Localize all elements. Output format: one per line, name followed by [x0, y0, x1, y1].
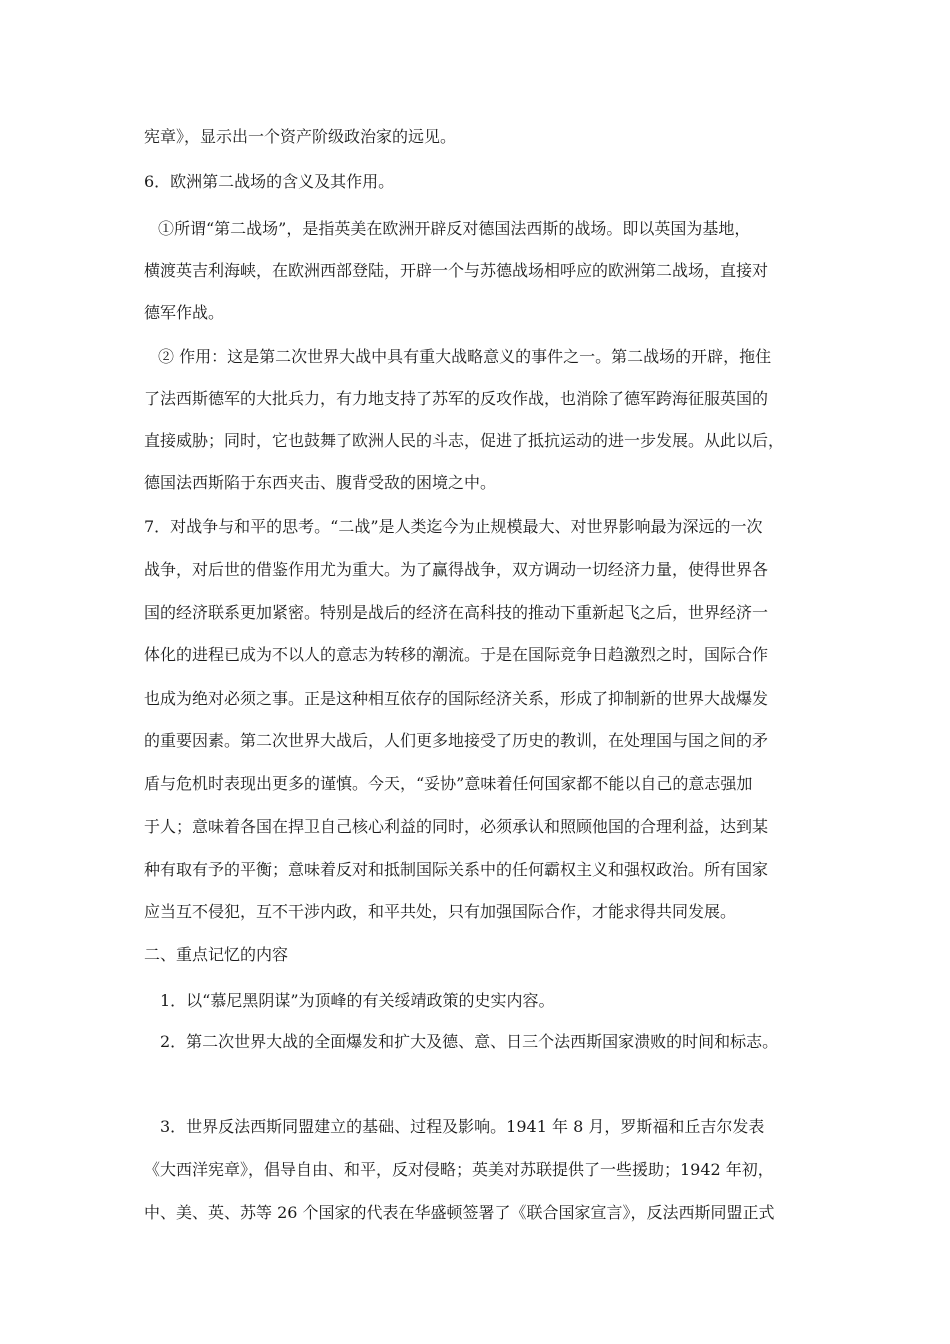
paragraph-line: 德军作战。	[144, 303, 225, 322]
section-heading-6: 6．欧洲第二战场的含义及其作用。	[144, 172, 395, 191]
paragraph-line: 德国法西斯陷于东西夹击、腹背受敌的困境之中。	[144, 473, 497, 492]
paragraph-line: 战争，对后世的借鉴作用尤为重大。为了赢得战争，双方调动一切经济力量，使得世界各	[144, 560, 769, 579]
paragraph-line: 种有取有予的平衡；意味着反对和抵制国际关系中的任何霸权主义和强权政治。所有国家	[144, 860, 769, 879]
section-heading-7: 7．对战争与和平的思考。“二战”是人类迄今为止规模最大、对世界影响最为深远的一次	[144, 517, 763, 536]
paragraph-line: 了法西斯德军的大批兵力，有力地支持了苏军的反攻作战，也消除了德军跨海征服英国的	[144, 389, 769, 408]
paragraph-line: 于人；意味着各国在捍卫自己核心利益的同时，必须承认和照顾他国的合理利益，达到某	[144, 817, 769, 836]
paragraph-line: 《大西洋宪章》，倡导自由、和平，反对侵略；英美对苏联提供了一些援助；1942 年初，	[144, 1160, 774, 1179]
list-item-3: 3．世界反法西斯同盟建立的基础、过程及影响。1941 年 8 月，罗斯福和丘吉尔发表	[160, 1117, 765, 1136]
paragraph-line: 中、美、英、苏等 26 个国家的代表在华盛顿签署了《联合国家宣言》，反法西斯同盟正式	[144, 1203, 775, 1222]
paragraph-line: ①所谓“第二战场”，是指英美在欧洲开辟反对德国法西斯的战场。即以英国为基地，	[158, 219, 751, 238]
section-heading-two: 二、重点记忆的内容	[144, 945, 289, 964]
paragraph-line: 的重要因素。第二次世界大战后，人们更多地接受了历史的教训，在处理国与国之间的矛	[144, 731, 769, 750]
paragraph-line: 盾与危机时表现出更多的谨慎。今天，“妥协”意味着任何国家都不能以自己的意志强加	[144, 774, 753, 793]
list-item-2: 2．第二次世界大战的全面爆发和扩大及德、意、日三个法西斯国家溃败的时间和标志。	[160, 1032, 779, 1051]
paragraph-line: ② 作用：这是第二次世界大战中具有重大战略意义的事件之一。第二战场的开辟，拖住	[158, 347, 772, 366]
paragraph-line: 宪章》，显示出一个资产阶级政治家的远见。	[144, 127, 457, 146]
paragraph-line: 国的经济联系更加紧密。特别是战后的经济在高科技的推动下重新起飞之后，世界经济一	[144, 603, 769, 622]
paragraph-line: 也成为绝对必须之事。正是这种相互依存的国际经济关系，形成了抑制新的世界大战爆发	[144, 689, 769, 708]
paragraph-line: 体化的进程已成为不以人的意志为转移的潮流。于是在国际竞争日趋激烈之时，国际合作	[144, 645, 769, 664]
paragraph-line: 直接威胁；同时，它也鼓舞了欧洲人民的斗志，促进了抵抗运动的进一步发展。从此以后，	[144, 431, 785, 450]
paragraph-line: 横渡英吉利海峡，在欧洲西部登陆，开辟一个与苏德战场相呼应的欧洲第二战场，直接对	[144, 261, 769, 280]
list-item-1: 1．以“慕尼黑阴谋”为顶峰的有关绥靖政策的史实内容。	[160, 991, 555, 1010]
paragraph-line: 应当互不侵犯，互不干涉内政，和平共处，只有加强国际合作，才能求得共同发展。	[144, 902, 737, 921]
